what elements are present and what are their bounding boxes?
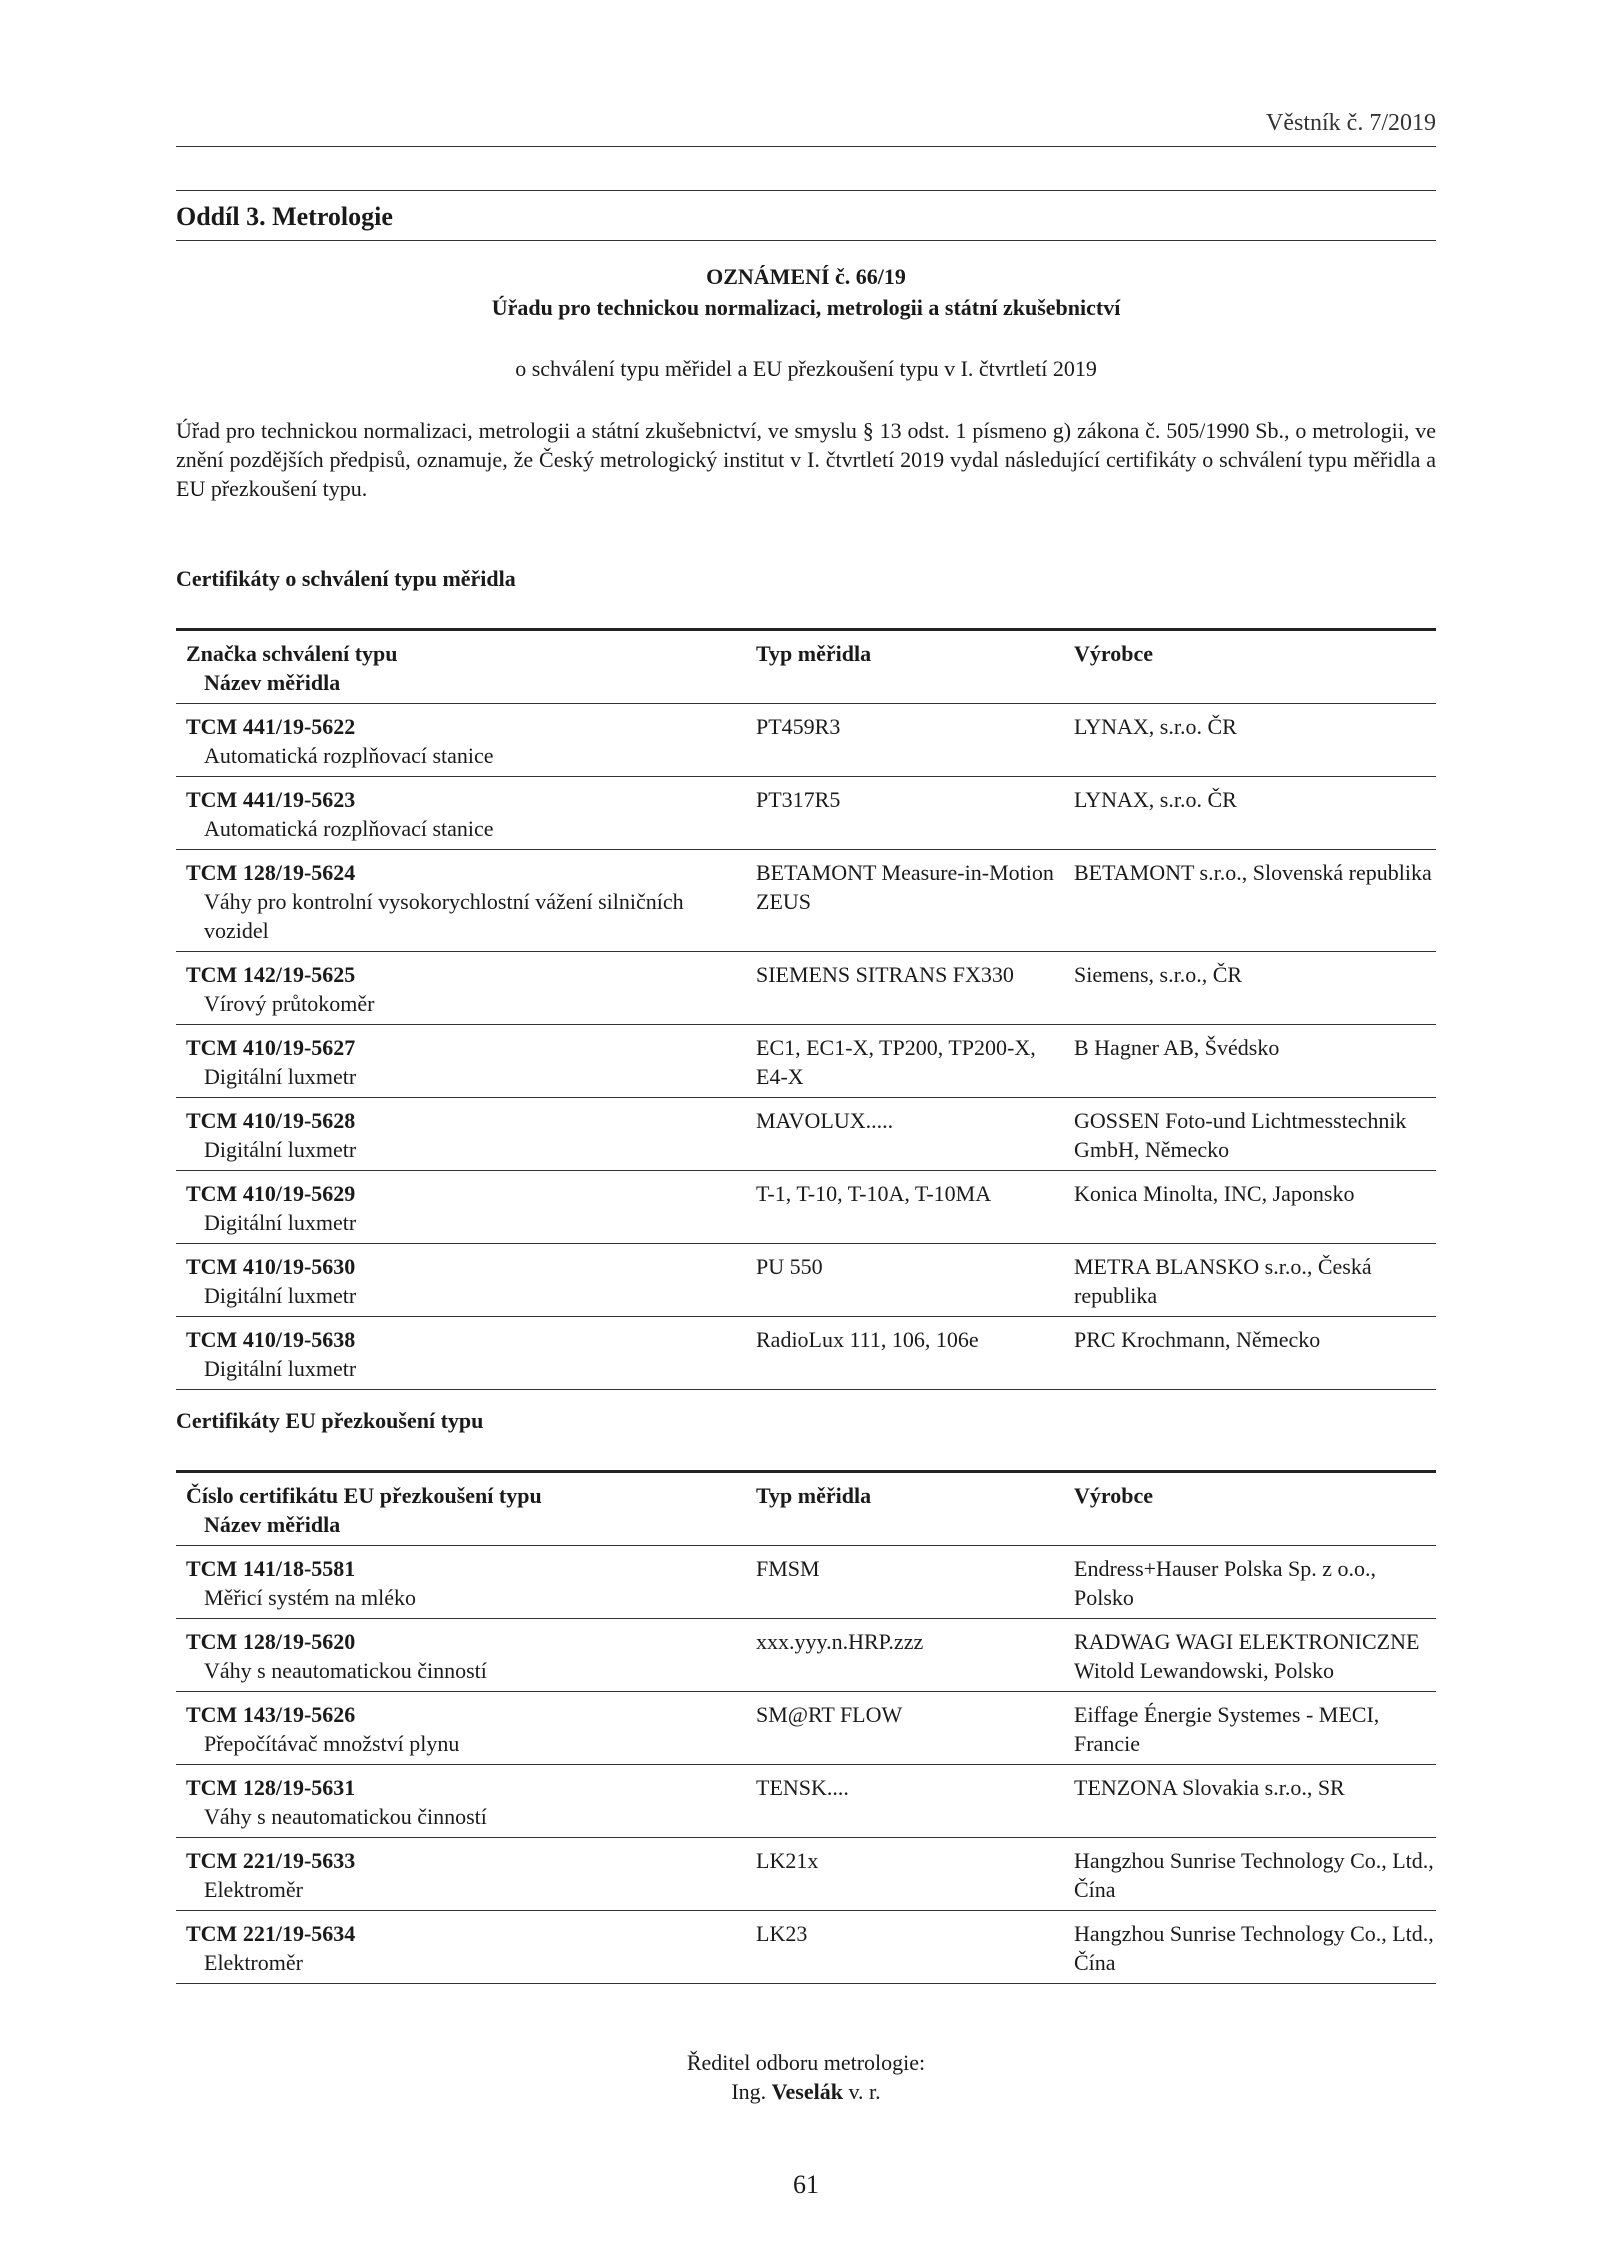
table-row [176,1171,1436,1244]
column-header-code-name [176,1472,746,1546]
instrument-type: SIEMENS SITRANS FX330 [756,962,1014,987]
table-row [176,1765,1436,1838]
instrument-name: Digitální luxmetr [204,1283,357,1308]
column-header-name: Název měřidla [204,670,341,695]
cell-code-name [176,1546,746,1619]
manufacturer: Endress+Hauser Polska Sp. z o.o., Polsko [1074,1556,1377,1610]
certificate-code: TCM 441/19-5622 [186,714,356,739]
signature-surname: Veselák [771,2079,843,2104]
manufacturer: LYNAX, s.r.o. ČR [1074,787,1237,812]
manufacturer: PRC Krochmann, Německo [1074,1327,1321,1352]
instrument-name: Vírový průtokoměr [204,991,375,1016]
intro-paragraph: Úřad pro technickou normalizaci, metrologii a státní zkušebnictví, ve smyslu § 13 odst. 1 písmeno g) zákona č. 505/1990 Sb., o metrologii, ve znění pozdějších předpisů, oznamuje, že Český metrologický institut v I. čtvrtletí 2019 vydal následující certifikáty o schválení typu měřidla a EU přezkoušení typu. [176,418,1436,501]
column-header-manufacturer: Výrobce [1074,641,1154,666]
certificate-code: TCM 410/19-5638 [186,1327,356,1352]
cell-code-name [176,1098,746,1171]
instrument-name: Automatická rozplňovací stanice [204,743,494,768]
cell-code-name [176,952,746,1025]
instrument-name: Digitální luxmetr [204,1137,357,1162]
cell-code-name [176,1025,746,1098]
announcement-issuer: Úřadu pro technickou normalizaci, metrologii a státní zkušebnictví [491,295,1121,320]
instrument-type: EC1, EC1-X, TP200, TP200-X, E4-X [756,1035,1036,1089]
certificate-code: TCM 141/18-5581 [186,1556,356,1581]
table-row [176,1098,1436,1171]
instrument-name: Měřicí systém na mléko [204,1585,417,1610]
table-row [176,704,1436,777]
table2-body [176,1546,1436,1984]
instrument-name: Digitální luxmetr [204,1064,357,1089]
eu-examination-table [176,1470,1436,1984]
table-row [176,1692,1436,1765]
manufacturer: TENZONA Slovakia s.r.o., SR [1074,1775,1345,1800]
table1-heading: Certifikáty o schválení typu měřidla [176,566,516,591]
table-row [176,1619,1436,1692]
column-header-type: Typ měřidla [756,1483,872,1508]
table-row [176,1838,1436,1911]
instrument-type: FMSM [756,1556,820,1581]
instrument-name: Elektroměr [204,1950,303,1975]
signature-prefix: Ing. [731,2079,767,2104]
manufacturer: GOSSEN Foto-und Lichtmesstechnik GmbH, Německo [1074,1108,1407,1162]
instrument-type: PT317R5 [756,787,841,812]
instrument-name: Váhy s neautomatickou činností [204,1804,487,1829]
manufacturer: RADWAG WAGI ELEKTRONICZNE Witold Lewandowski, Polsko [1074,1629,1420,1683]
column-header-code: Značka schválení typu [186,641,398,666]
manufacturer: Konica Minolta, INC, Japonsko [1074,1181,1355,1206]
column-header-type: Typ měřidla [756,641,872,666]
instrument-type: LK21x [756,1848,819,1873]
table1-body [176,704,1436,1390]
instrument-type: RadioLux 111, 106, 106e [756,1327,979,1352]
table2-heading: Certifikáty EU přezkoušení typu [176,1408,484,1433]
instrument-type: PT459R3 [756,714,841,739]
column-header-code: Číslo certifikátu EU přezkoušení typu [186,1483,542,1508]
instrument-type: MAVOLUX..... [756,1108,894,1133]
header-rule [176,146,1436,147]
column-header-name: Název měřidla [204,1512,341,1537]
section-title: Oddíl 3. Metrologie [176,202,393,231]
instrument-name: Elektroměr [204,1877,303,1902]
table-row [176,1317,1436,1390]
table-row [176,1244,1436,1317]
certificate-code: TCM 410/19-5630 [186,1254,356,1279]
certificate-code: TCM 410/19-5627 [186,1035,356,1060]
certificate-code: TCM 410/19-5629 [186,1181,356,1206]
signature-name [176,2077,1436,2106]
manufacturer: Siemens, s.r.o., ČR [1074,962,1243,987]
certificate-code: TCM 142/19-5625 [186,962,356,987]
cell-code-name [176,1838,746,1911]
cell-code-name [176,1765,746,1838]
section-rule-top [176,190,1436,191]
signature-role: Ředitel odboru metrologie: [686,2050,926,2075]
table-header-row [176,630,1436,704]
certificate-code: TCM 410/19-5628 [186,1108,356,1133]
instrument-name: Automatická rozplňovací stanice [204,816,494,841]
cell-code-name [176,1619,746,1692]
table-row [176,1911,1436,1984]
cell-code-name [176,1692,746,1765]
instrument-name: Přepočítávač množství plynu [204,1731,460,1756]
instrument-name: Váhy pro kontrolní vysokorychlostní vážení silničních vozidel [204,889,684,943]
type-approval-table [176,628,1436,1390]
instrument-type: PU 550 [756,1254,823,1279]
instrument-type: BETAMONT Measure-in-Motion ZEUS [756,860,1054,914]
manufacturer: METRA BLANSKO s.r.o., Česká republika [1074,1254,1372,1308]
table-row [176,1025,1436,1098]
cell-code-name [176,704,746,777]
table-row [176,850,1436,952]
certificate-code: TCM 143/19-5626 [186,1702,356,1727]
column-header-manufacturer: Výrobce [1074,1483,1154,1508]
certificate-code: TCM 128/19-5631 [186,1775,356,1800]
certificate-code: TCM 221/19-5634 [186,1921,356,1946]
instrument-name: Digitální luxmetr [204,1356,357,1381]
cell-code-name [176,850,746,952]
cell-code-name [176,1911,746,1984]
table-row [176,777,1436,850]
column-header-code-name [176,630,746,704]
instrument-name: Váhy s neautomatickou činností [204,1658,487,1683]
signature-block [176,2048,1436,2106]
table-row [176,952,1436,1025]
manufacturer: BETAMONT s.r.o., Slovenská republika [1074,860,1432,885]
table-row [176,1546,1436,1619]
certificate-code: TCM 441/19-5623 [186,787,356,812]
announcement-subject: o schválení typu měřidel a EU přezkoušení typu v I. čtvrtletí 2019 [515,356,1097,381]
manufacturer: B Hagner AB, Švédsko [1074,1035,1280,1060]
manufacturer: Eiffage Énergie Systemes - MECI, Francie [1074,1702,1380,1756]
section-rule-bottom [176,240,1436,241]
cell-code-name [176,1171,746,1244]
certificate-code: TCM 128/19-5620 [186,1629,356,1654]
certificate-code: TCM 221/19-5633 [186,1848,356,1873]
certificate-code: TCM 128/19-5624 [186,860,356,885]
instrument-type: SM@RT FLOW [756,1702,903,1727]
cell-code-name [176,777,746,850]
running-header: Věstník č. 7/2019 [1266,110,1436,136]
page-number: 61 [793,2170,819,2199]
instrument-type: T-1, T-10, T-10A, T-10MA [756,1181,992,1206]
signature-suffix: v. r. [848,2079,881,2104]
announcement-title: OZNÁMENÍ č. 66/19 [706,264,906,289]
cell-code-name [176,1317,746,1390]
manufacturer: Hangzhou Sunrise Technology Co., Ltd., Čína [1074,1921,1434,1975]
instrument-type: xxx.yyy.n.HRP.zzz [756,1629,924,1654]
instrument-type: TENSK.... [756,1775,849,1800]
manufacturer: Hangzhou Sunrise Technology Co., Ltd., Čína [1074,1848,1434,1902]
instrument-name: Digitální luxmetr [204,1210,357,1235]
table-header-row [176,1472,1436,1546]
cell-code-name [176,1244,746,1317]
instrument-type: LK23 [756,1921,808,1946]
manufacturer: LYNAX, s.r.o. ČR [1074,714,1237,739]
